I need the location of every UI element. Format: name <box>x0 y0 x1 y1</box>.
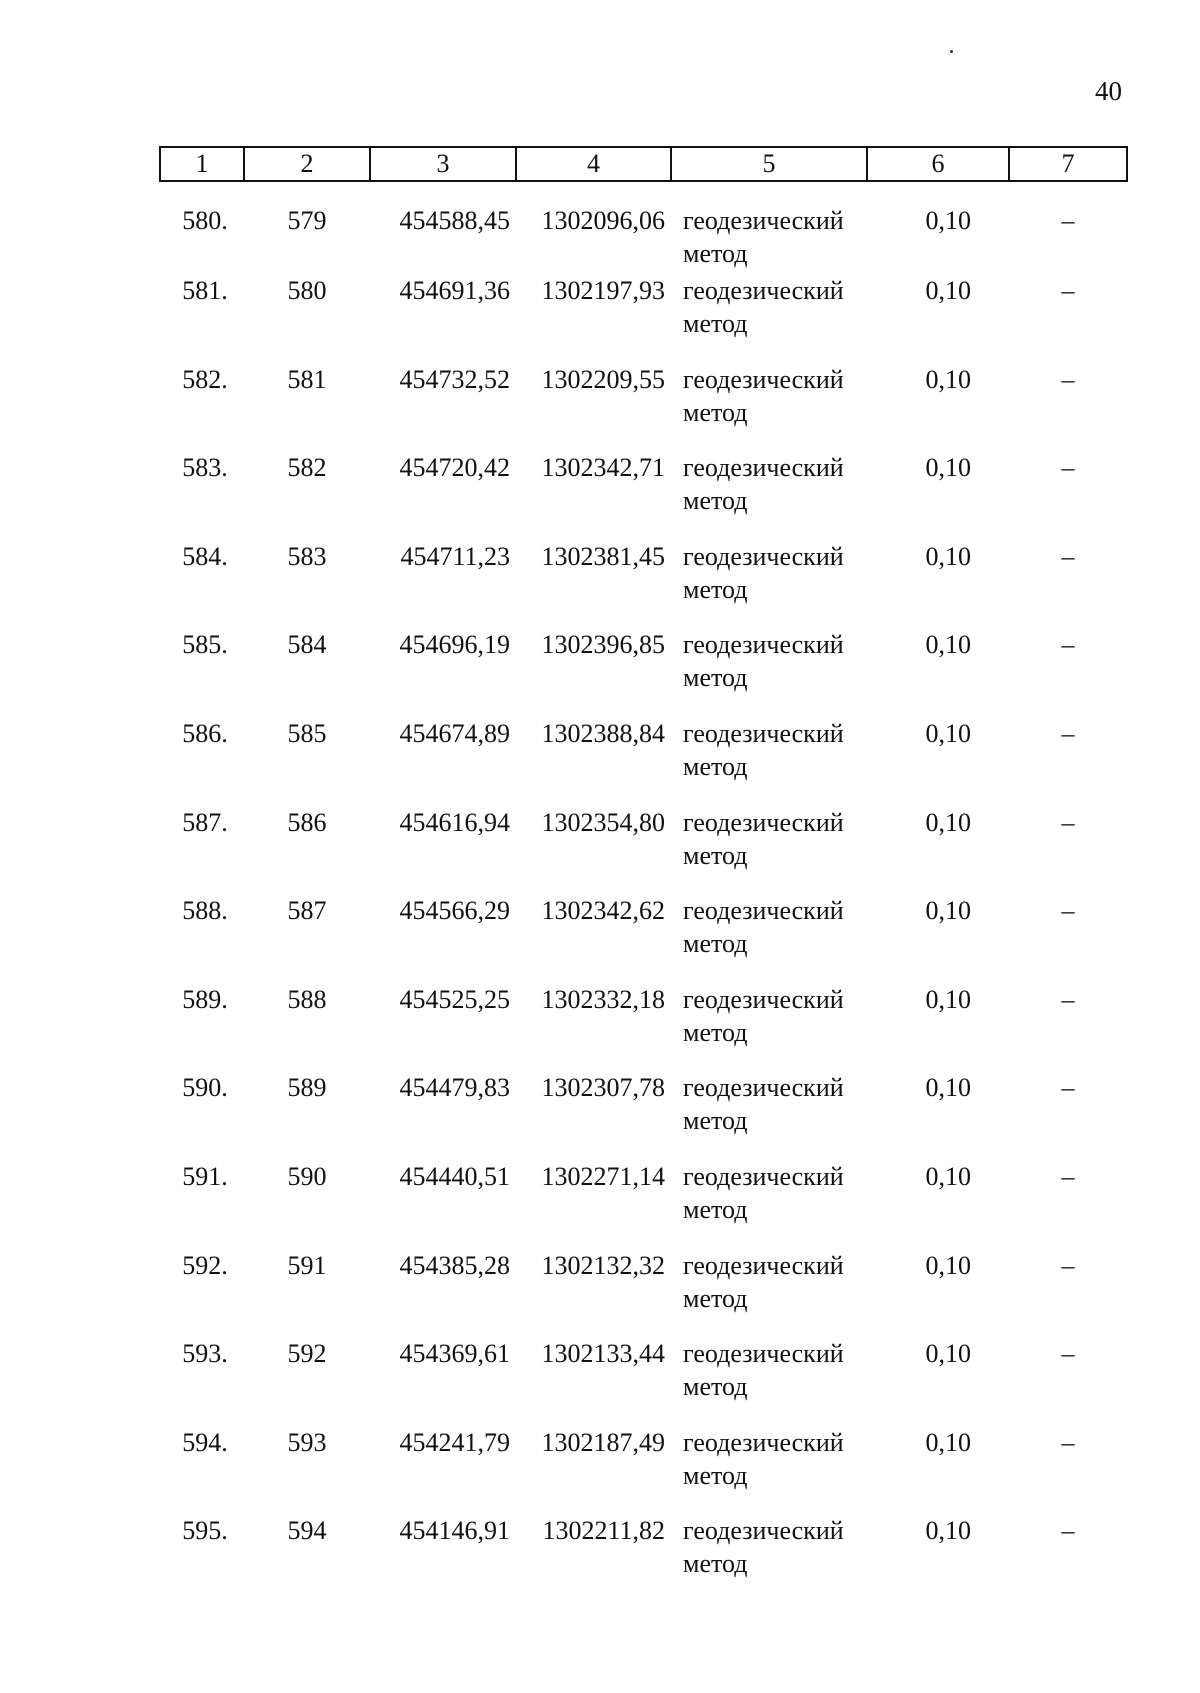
note-cell: – <box>1061 1516 1075 1546</box>
method-line: геодезический <box>683 984 844 1014</box>
table-row <box>160 806 1127 895</box>
previous-point-cell: 593 <box>287 1427 327 1457</box>
previous-point-cell: 584 <box>287 630 327 660</box>
header-col-3: 3 <box>370 147 516 181</box>
method-line: метод <box>683 1460 748 1490</box>
point-number-cell: 583. <box>182 453 228 483</box>
method-cell <box>671 894 867 983</box>
method-line: геодезический <box>683 1073 844 1103</box>
accuracy-cell: 0,10 <box>925 1339 971 1369</box>
table-row <box>160 1071 1127 1160</box>
accuracy-cell: 0,10 <box>925 718 971 748</box>
point-number-cell: 582. <box>182 364 228 394</box>
previous-point-cell: 592 <box>287 1339 327 1369</box>
method-line: метод <box>683 239 748 268</box>
y-coordinate-cell: 1302381,45 <box>541 541 665 571</box>
method-line: метод <box>683 840 748 870</box>
accuracy-cell: 0,10 <box>925 630 971 660</box>
x-coordinate-cell: 454369,61 <box>399 1339 510 1369</box>
method-cell <box>671 181 867 274</box>
method-line: геодезический <box>683 276 844 305</box>
y-coordinate-cell: 1302132,32 <box>541 1250 665 1280</box>
x-coordinate-cell: 454146,91 <box>399 1516 510 1546</box>
method-cell <box>671 717 867 806</box>
note-cell: – <box>1061 896 1075 926</box>
x-coordinate-cell: 454479,83 <box>399 1073 510 1103</box>
y-coordinate-cell: 1302342,62 <box>541 896 665 926</box>
method-line: метод <box>683 574 748 604</box>
previous-point-cell: 587 <box>287 896 327 926</box>
method-line: метод <box>683 1017 748 1047</box>
method-cell <box>671 1426 867 1515</box>
point-number-cell: 585. <box>182 630 228 660</box>
y-coordinate-cell: 1302271,14 <box>541 1161 665 1191</box>
point-number-cell: 584. <box>182 541 228 571</box>
method-cell <box>671 628 867 717</box>
method-line: метод <box>683 309 748 338</box>
point-number-cell: 586. <box>182 718 228 748</box>
note-cell: – <box>1061 630 1075 660</box>
x-coordinate-cell: 454732,52 <box>399 364 510 394</box>
method-cell <box>671 451 867 540</box>
method-line: метод <box>683 663 748 693</box>
method-cell <box>671 1249 867 1338</box>
method-cell <box>671 363 867 452</box>
method-cell <box>671 1514 867 1603</box>
x-coordinate-cell: 454566,29 <box>399 896 510 926</box>
point-number-cell: 587. <box>182 807 228 837</box>
note-cell: – <box>1061 1073 1075 1103</box>
method-line: метод <box>683 1106 748 1136</box>
accuracy-cell: 0,10 <box>925 541 971 571</box>
method-cell <box>671 274 867 363</box>
previous-point-cell: 582 <box>287 453 327 483</box>
x-coordinate-cell: 454674,89 <box>399 718 510 748</box>
note-cell: – <box>1061 453 1075 483</box>
previous-point-cell: 591 <box>287 1250 327 1280</box>
y-coordinate-cell: 1302396,85 <box>541 630 665 660</box>
note-cell: – <box>1061 807 1075 837</box>
note-cell: – <box>1061 1161 1075 1191</box>
x-coordinate-cell: 454720,42 <box>399 453 510 483</box>
x-coordinate-cell: 454385,28 <box>399 1250 510 1280</box>
scan-speck <box>950 50 953 53</box>
previous-point-cell: 588 <box>287 984 327 1014</box>
table-row <box>160 717 1127 806</box>
previous-point-cell: 590 <box>287 1161 327 1191</box>
table-row <box>160 1426 1127 1515</box>
method-line: метод <box>683 1194 748 1224</box>
y-coordinate-cell: 1302197,93 <box>541 276 665 305</box>
x-coordinate-cell: 454440,51 <box>399 1161 510 1191</box>
accuracy-cell: 0,10 <box>925 1516 971 1546</box>
method-line: геодезический <box>683 1516 844 1546</box>
table-row <box>160 1249 1127 1338</box>
method-line: метод <box>683 929 748 959</box>
x-coordinate-cell: 454241,79 <box>399 1427 510 1457</box>
previous-point-cell: 580 <box>287 276 327 305</box>
table-row <box>160 1514 1127 1603</box>
method-line: геодезический <box>683 206 844 235</box>
method-line: геодезический <box>683 1427 844 1457</box>
point-number-cell: 580. <box>182 206 228 235</box>
point-number-cell: 590. <box>182 1073 228 1103</box>
x-coordinate-cell: 454616,94 <box>399 807 510 837</box>
note-cell: – <box>1061 1427 1075 1457</box>
header-col-1: 1 <box>160 147 244 181</box>
y-coordinate-cell: 1302209,55 <box>541 364 665 394</box>
method-cell <box>671 1071 867 1160</box>
method-line: метод <box>683 397 748 427</box>
method-cell <box>671 540 867 629</box>
y-coordinate-cell: 1302307,78 <box>541 1073 665 1103</box>
note-cell: – <box>1061 718 1075 748</box>
table-row <box>160 894 1127 983</box>
y-coordinate-cell: 1302187,49 <box>541 1427 665 1457</box>
method-line: геодезический <box>683 630 844 660</box>
method-line: метод <box>683 1372 748 1402</box>
accuracy-cell: 0,10 <box>925 1427 971 1457</box>
note-cell: – <box>1061 984 1075 1014</box>
y-coordinate-cell: 1302354,80 <box>541 807 665 837</box>
x-coordinate-cell: 454691,36 <box>399 276 510 305</box>
point-number-cell: 594. <box>182 1427 228 1457</box>
x-coordinate-cell: 454588,45 <box>399 206 510 235</box>
table-row <box>160 983 1127 1072</box>
accuracy-cell: 0,10 <box>925 1250 971 1280</box>
method-line: геодезический <box>683 1250 844 1280</box>
y-coordinate-cell: 1302388,84 <box>541 718 665 748</box>
y-coordinate-cell: 1302133,44 <box>541 1339 665 1369</box>
method-line: метод <box>683 1283 748 1313</box>
accuracy-cell: 0,10 <box>925 453 971 483</box>
accuracy-cell: 0,10 <box>925 1161 971 1191</box>
point-number-cell: 595. <box>182 1516 228 1546</box>
point-number-cell: 581. <box>182 276 228 305</box>
coordinates-table <box>159 146 1128 1603</box>
note-cell: – <box>1061 1250 1075 1280</box>
y-coordinate-cell: 1302096,06 <box>541 206 665 235</box>
method-line: геодезический <box>683 718 844 748</box>
note-cell: – <box>1061 364 1075 394</box>
previous-point-cell: 586 <box>287 807 327 837</box>
previous-point-cell: 583 <box>287 541 327 571</box>
y-coordinate-cell: 1302211,82 <box>542 1516 665 1546</box>
accuracy-cell: 0,10 <box>925 206 971 235</box>
header-col-5: 5 <box>671 147 867 181</box>
note-cell: – <box>1061 541 1075 571</box>
method-line: геодезический <box>683 1339 844 1369</box>
method-line: геодезический <box>683 1161 844 1191</box>
previous-point-cell: 579 <box>287 206 327 235</box>
header-col-6: 6 <box>867 147 1009 181</box>
accuracy-cell: 0,10 <box>925 364 971 394</box>
accuracy-cell: 0,10 <box>925 1073 971 1103</box>
header-row <box>160 147 1127 181</box>
point-number-cell: 591. <box>182 1161 228 1191</box>
y-coordinate-cell: 1302342,71 <box>541 453 665 483</box>
method-line: метод <box>683 751 748 781</box>
point-number-cell: 592. <box>182 1250 228 1280</box>
table-header <box>160 147 1127 181</box>
x-coordinate-cell: 454525,25 <box>399 984 510 1014</box>
method-line: метод <box>683 1549 748 1579</box>
method-cell <box>671 806 867 895</box>
accuracy-cell: 0,10 <box>925 276 971 305</box>
point-number-cell: 589. <box>182 984 228 1014</box>
header-col-4: 4 <box>516 147 671 181</box>
y-coordinate-cell: 1302332,18 <box>541 984 665 1014</box>
previous-point-cell: 589 <box>287 1073 327 1103</box>
method-cell <box>671 1337 867 1426</box>
accuracy-cell: 0,10 <box>925 984 971 1014</box>
page-number: 40 <box>1095 76 1122 106</box>
table-body <box>160 181 1127 1603</box>
note-cell: – <box>1061 206 1075 235</box>
accuracy-cell: 0,10 <box>925 807 971 837</box>
x-coordinate-cell: 454711,23 <box>400 541 510 571</box>
note-cell: – <box>1061 1339 1075 1369</box>
point-number-cell: 593. <box>182 1339 228 1369</box>
header-col-2: 2 <box>244 147 370 181</box>
method-line: геодезический <box>683 541 844 571</box>
method-line: геодезический <box>683 896 844 926</box>
table-row <box>160 363 1127 452</box>
table-row <box>160 628 1127 717</box>
table-row <box>160 181 1127 274</box>
table-row <box>160 1160 1127 1249</box>
table-row <box>160 274 1127 363</box>
method-cell <box>671 1160 867 1249</box>
table-row <box>160 1337 1127 1426</box>
accuracy-cell: 0,10 <box>925 896 971 926</box>
header-col-7: 7 <box>1009 147 1127 181</box>
table-row <box>160 540 1127 629</box>
method-line: геодезический <box>683 453 844 483</box>
x-coordinate-cell: 454696,19 <box>399 630 510 660</box>
table-row <box>160 451 1127 540</box>
previous-point-cell: 585 <box>287 718 327 748</box>
method-line: метод <box>683 486 748 516</box>
method-line: геодезический <box>683 364 844 394</box>
method-cell <box>671 983 867 1072</box>
previous-point-cell: 581 <box>287 364 327 394</box>
note-cell: – <box>1061 276 1075 305</box>
previous-point-cell: 594 <box>287 1516 327 1546</box>
method-line: геодезический <box>683 807 844 837</box>
point-number-cell: 588. <box>182 896 228 926</box>
